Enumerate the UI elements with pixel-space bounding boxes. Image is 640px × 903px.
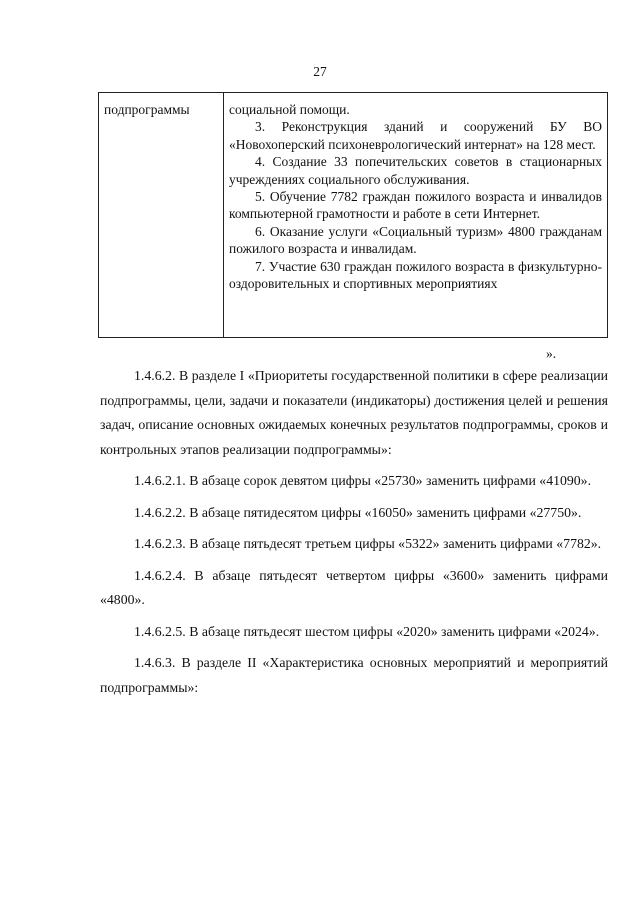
subprogram-table <box>98 92 608 338</box>
body-paragraph: 1.4.6.2.2. В абзаце пятидесятом цифры «16050» заменить цифрами «27750». <box>134 504 582 520</box>
table-cell-paragraph: 4. Создание 33 попечительских советов в стационарных учреждениях социального обслуживания. <box>229 154 602 187</box>
table-cell-paragraph: 5. Обучение 7782 граждан пожилого возраста и инвалидов компьютерной грамотности и работе в сети Интернет. <box>229 189 602 222</box>
table-right-cell <box>229 101 602 292</box>
table-left-cell: подпрограммы <box>104 102 190 117</box>
closing-quote-mark: ». <box>546 346 557 361</box>
body-paragraph: 1.4.6.2.5. В абзаце пятьдесят шестом цифры «2020» заменить цифрами «2024». <box>134 623 600 639</box>
table-column-divider <box>223 93 224 337</box>
document-body <box>100 364 608 707</box>
table-cell-paragraph: 7. Участие 630 граждан пожилого возраста в физкультурно-оздоровительных и спортивных мероприятиях <box>229 258 602 292</box>
body-paragraph: 1.4.6.2. В разделе I «Приоритеты государственной политики в сфере реализации подпрограммы, цели, задачи и показатели (индикаторы) достижения целей и решения задач, описание основных ожидаемых конечных результатов подпрограммы, сроков и контрольных этапов реализации подпрограммы»: <box>100 368 608 457</box>
page-number: 27 <box>313 64 327 79</box>
body-paragraph: 1.4.6.2.3. В абзаце пятьдесят третьем цифры «5322» заменить цифрами «7782». <box>134 536 602 551</box>
table-cell-paragraph: 6. Оказание услуги «Социальный туризм» 4800 гражданам пожилого возраста и инвалидам. <box>229 223 602 257</box>
body-paragraph: 1.4.6.3. В разделе II «Характеристика основных мероприятий и мероприятий подпрограммы»: <box>100 655 608 695</box>
body-paragraph: 1.4.6.2.1. В абзаце сорок девятом цифры «25730» заменить цифрами «41090». <box>134 473 592 488</box>
table-cell-paragraph: 3. Реконструкция зданий и сооружений БУ ВО «Новохоперский психоневрологический интернат» на 128 мест. <box>229 119 602 152</box>
table-cell-paragraph: социальной помощи. <box>229 102 350 117</box>
body-paragraph: 1.4.6.2.4. В абзаце пятьдесят четвертом цифры «3600» заменить цифрами «4800». <box>100 567 608 607</box>
